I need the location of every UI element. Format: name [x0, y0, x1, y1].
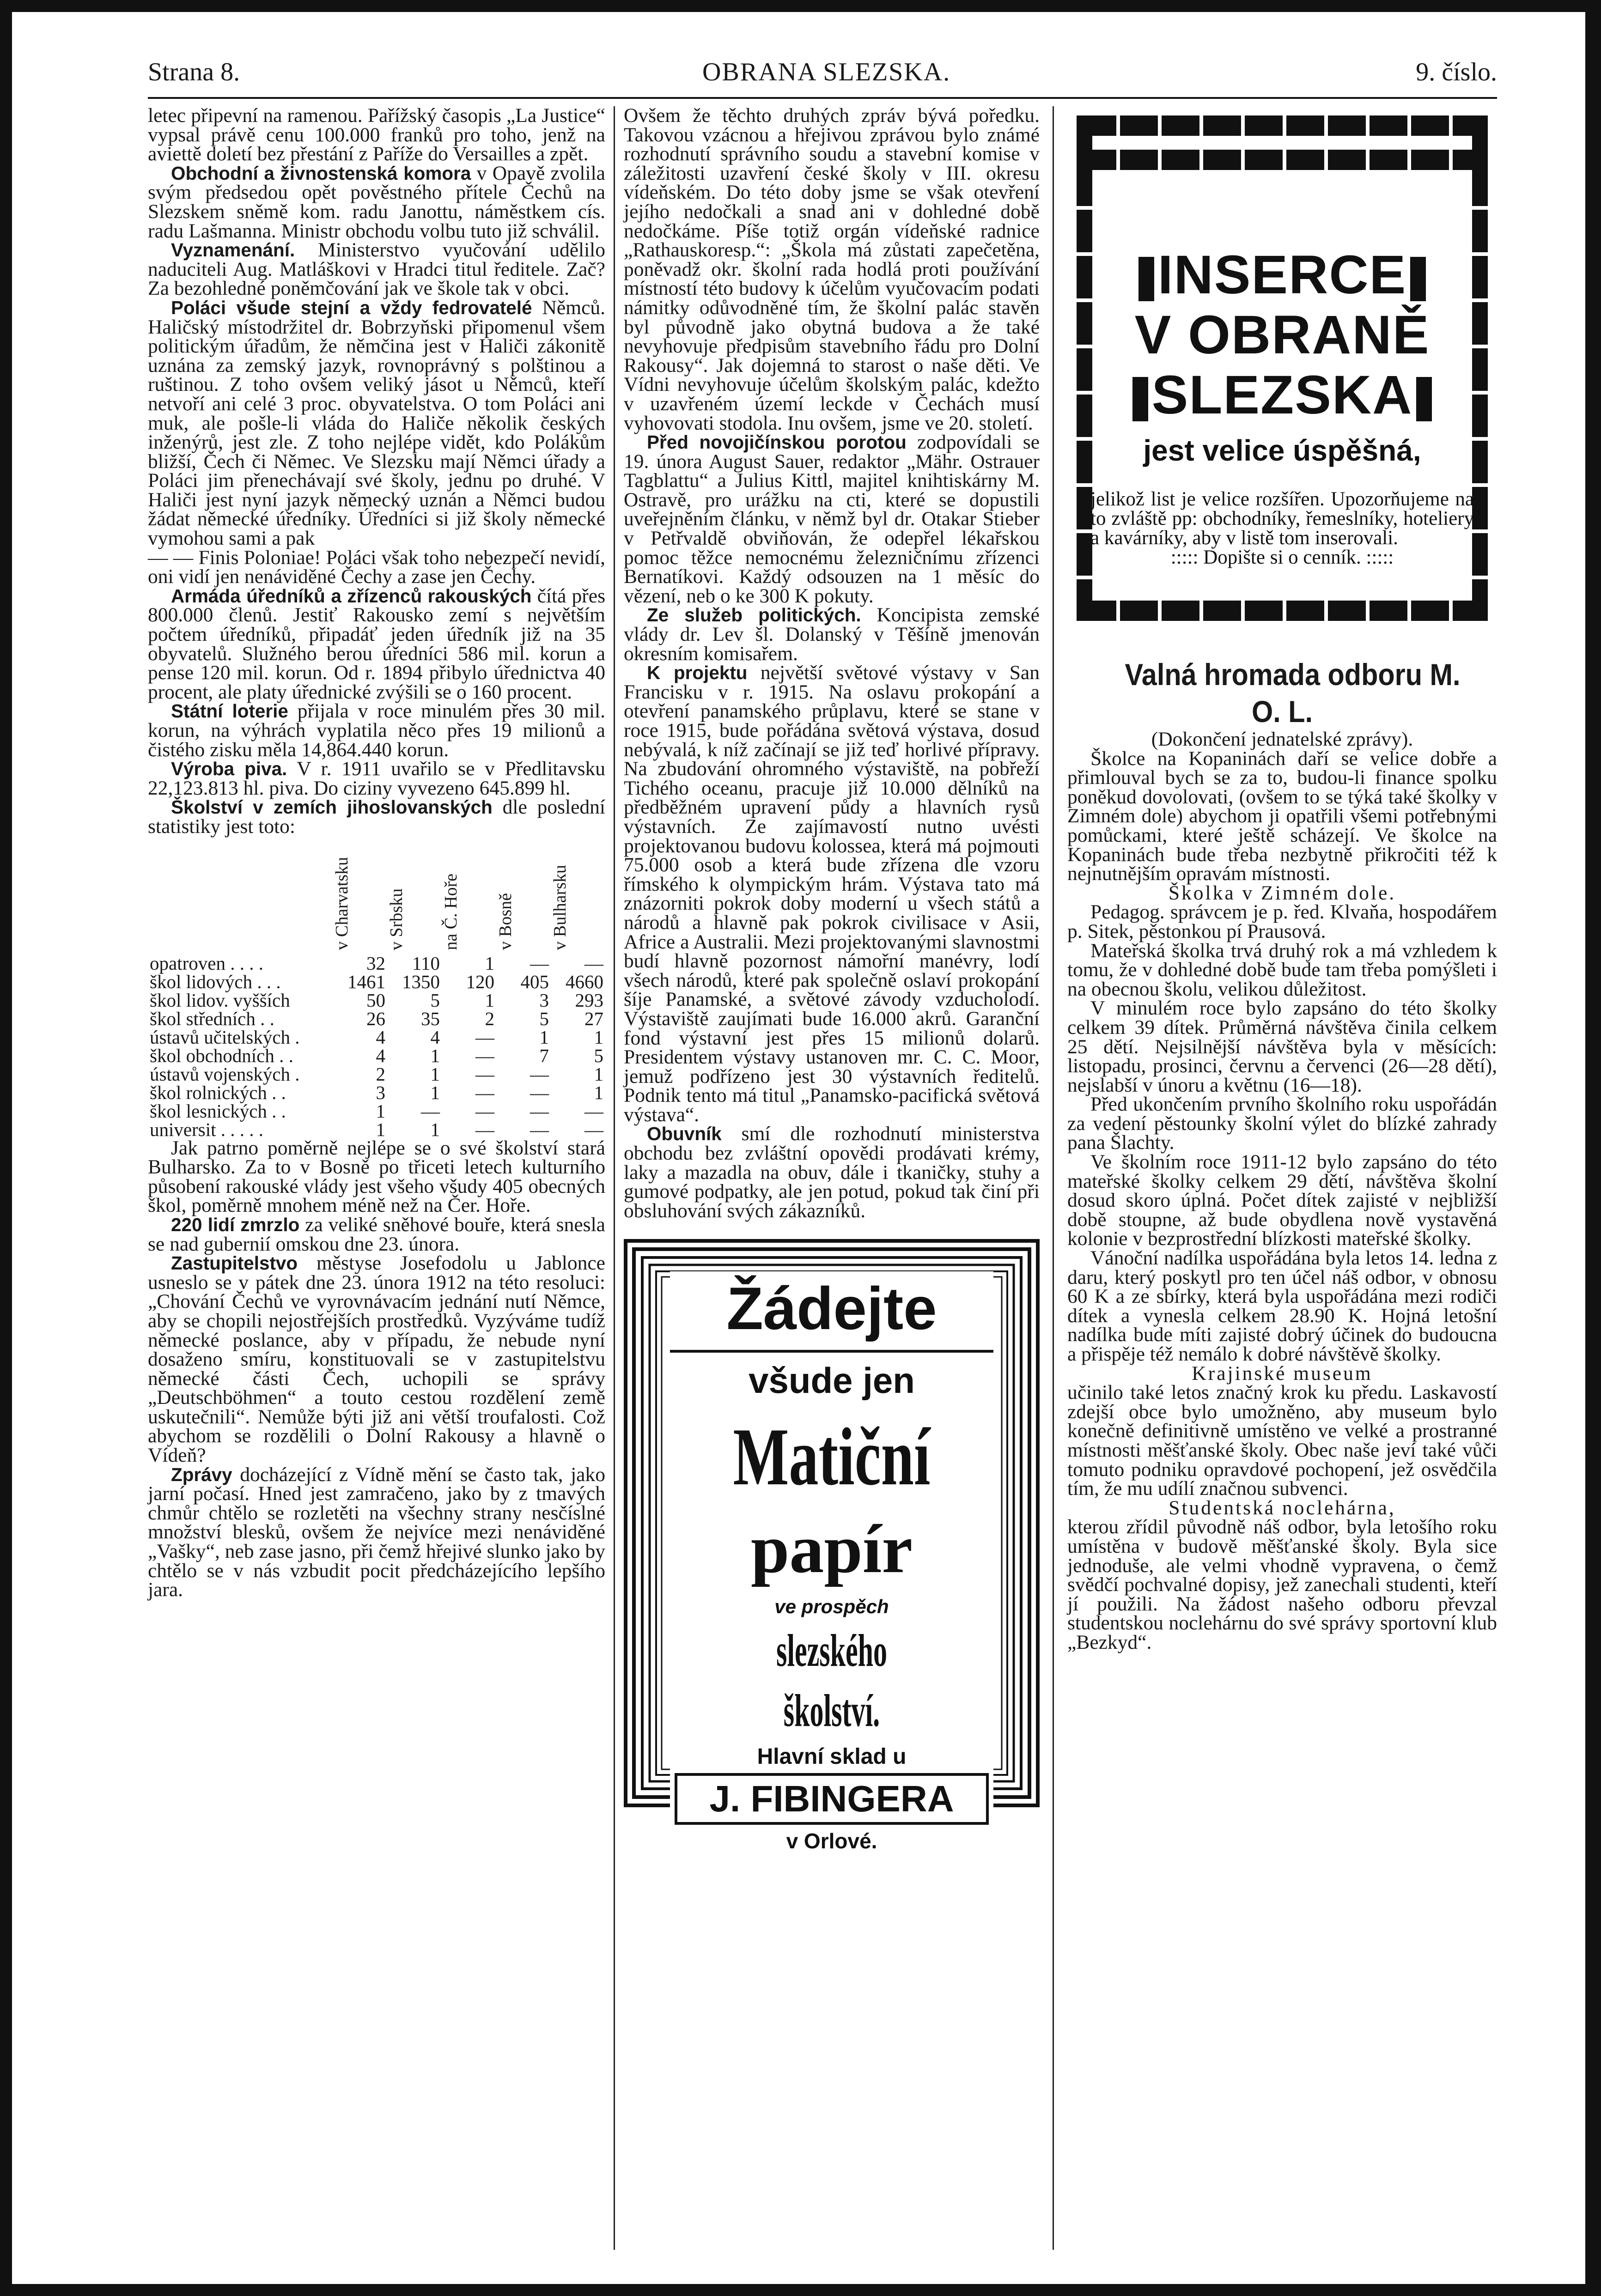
column-middle: [624, 104, 1040, 1853]
cell: 1: [594, 1063, 603, 1085]
ad-maticni-product: papír: [750, 1511, 913, 1588]
table-row: [148, 1046, 605, 1065]
article-pivo-text: V r. 1911 uvařilo se v Předlitavsku 22,123.813 hl. piva. Do ciziny vyvezeno 645.899 hl.: [148, 758, 605, 799]
stats-header: v Srbsku: [387, 888, 406, 950]
article-zpravy-continued: Ovšem že těchto druhých zpráv bývá poředku. Takovou vzácnou a hřejivou zprávou bylo známé rozhodnutí správního soudu a stavební komise v záležitosti uzavření české školy v III. okresu vídeňském. Do této doby jsme se však otevření jejího nedočkali a snad ani v dohledné době nedočkáme. Píše totiž orgán vídeňské radnice „Rathauskoresp.“: „Škola má zůstati zapečetěna, poněvadž okr. školní rada hodlá proti používání místností této budovy k účelům vyučovacím podati námitky odůvodněné tím, že školní palác stavěn byl původně jako obytná budova a že také nevyhovuje předpisům stavebního řádu pro Dolní Rakousy“. Jak dojemná to starost o naše děti. Ve Vídni nevyhovuje účelům školským palác, kdežto v uzavřeném území leckde v Čechách musí vyhovovati stodola. Inu ovšem, jsme ve 20. století.: [624, 104, 1040, 434]
cell: 1: [594, 1081, 603, 1103]
cell: 1: [485, 989, 494, 1011]
article-zmrzlo-title: 220 lidí zmrzlo: [171, 1214, 300, 1235]
column-right: [1067, 106, 1497, 1652]
table-row: [148, 1120, 605, 1139]
header-rule: [148, 97, 1497, 99]
article-komora-title: Obchodní a živnostenská komora: [171, 162, 471, 184]
cell: 293: [575, 989, 603, 1011]
article-skolstvi-text: dle poslední statistiky jest toto:: [148, 796, 605, 838]
article-valna-hromada-p6: Ve školním roce 1911-12 bylo zapsáno do této mateřské školky celkem 29 dětí, návštěva školní dosud skoro úplná. Počet dítek zajisté v nejbližší době stoupne, až bude obydlena nově vystavěná kolonie v bezprostřední blízkosti mateřské školky.: [1067, 1151, 1497, 1250]
table-row: [148, 991, 605, 1009]
article-skolstvi-title: Školství v zemích jihoslovanských: [171, 796, 493, 818]
ad-maticni-line2: všude jen: [749, 1360, 915, 1401]
article-valna-hromada-p7: Vánoční nadílka uspořádána byla letos 14. ledna z daru, který poskytl pro ten účel náš odbor, v obnosu 60 K a ze sbírky, která byla uspořádána mezi rodiči dítek a vynesla celkem 28.90 K. Hojná letošní nadílka bude míti zajisté dobrý účinek do budoucna a přispěje též nemálo k dobré návštěvě školky.: [1067, 1247, 1497, 1365]
article-komora-text: v Opavě zvolila svým předsedou opět pověstného přítele Čechů na Slezskem sněmě kom. radu Janottu, náměstkem cís. radu Lašmanna. Ministr obchodu volbu tuto již schválil.: [148, 162, 605, 242]
article-pivo: [148, 759, 605, 798]
article-vyznamenani-title: Vyznamenání.: [171, 239, 295, 261]
article-polaci-title: Poláci všude stejní a vždy fedrovatelé: [171, 297, 532, 318]
article-loterie-text: přijala v roce minulém přes 30 mil. korun, na výhrách vyplatila něco přes 19 milionů a čistého zisku měla 14,864.440 korun.: [148, 700, 605, 761]
article-armada: [148, 584, 606, 703]
cell: —: [475, 1063, 494, 1085]
ad-maticni-seller: J. FIBINGERA: [675, 1773, 989, 1825]
article-vystava: [624, 663, 1040, 1124]
cell: 1: [594, 1026, 603, 1048]
article-valna-hromada-p8: učinilo také letos značný krok ku předu. Laskavostí zdejší obce bylo umožněno, aby museum bylo konečně definitivně umístěno ve velké a prostranné místnosti měšťanské školy. Obec naše jeví také vůči tomuto podniku opravdové pochopení, jež osvědčila tím, že mu udílí značnou subvenci.: [1067, 1381, 1497, 1500]
table-row: [148, 954, 605, 972]
article-sluzby-text: Koncipista zemské vlády dr. Lev šl. Dolanský v Těšíně jmenován okresním komisařem.: [624, 604, 1040, 665]
article-polaci-end: — — Finis Poloniae! Poláci však toho nebezpečí nevidí, oni vidí jen nenáviděné Čechy a zase jen Čechy.: [148, 546, 605, 588]
row-label: ústavů vojenských .: [150, 1063, 300, 1085]
ad-inserce-line1: INSERCE: [1090, 245, 1474, 305]
cell: 1: [539, 1026, 549, 1048]
cell: 1461: [347, 971, 385, 992]
cell: 110: [412, 952, 440, 974]
advertisement-inserce: [1067, 106, 1497, 638]
table-row: [148, 1009, 605, 1028]
ad-maticni-text: [670, 1271, 993, 1857]
article-zastupitelstvo-text: městyse Josefodolu u Jablonce usneslo se v pátek dne 23. února 1912 na této resoluci: „Chování Čechů ve vyrovnávacím jednání nutí Němce, aby se chopili nejostřejších prostředků. Vyzýváme tudíž německé poslance, aby v případu, že nebude nyní dosaženo smíru, konstituovali se v zastupitelstvu německé části Čech, uchopili se správy „Deutschböhmen“ a touto cestou rozdělení země uskutečnili“. Nemůže býti již ani větší troufalosti. Což abychom se rozdělili o Dolní Rakousy a hlavně o Vídeň?: [148, 1252, 605, 1467]
cell: —: [530, 1118, 549, 1140]
article-valna-hromada-p3: Mateřská školka trvá druhý rok a má vzhledem k tomu, že v dohledné době bude tam třeba pomýšleti i na obecnou školu, velikou důležitost.: [1067, 939, 1497, 1000]
article-polaci-text: Němců. Haličský místodržitel dr. Bobrzyňski připomenul všem politickým úřadům, že němčina jest v Haliči zákonitě uznána za zemský jazyk, rovnoprávný s polštinou a ruštinou. Z toho ovšem veliký jásot u Němců, kteří netvoří ani celé 3 proc. obyvatelstva. O tom Poláci ani muk, ale pošle-li vláda do Haliče několik českých inženýrů, jest zle. Z toho nejlépe vidět, kdo Polákům bližší, Čech či Němec. Ve Slezsku mají Němci úřady a Poláci jim přenechávají své školy, jednu po druhé. V Haliči jest nyní jazyk německý uznán a Němci budou žádat německé úředníky. Úředníci si již školy německé vymohou sami a pak: [148, 296, 606, 550]
row-label: ústavů učitelských .: [150, 1026, 300, 1048]
advertisement-maticni-papir: [624, 1239, 1040, 1853]
cell: 35: [421, 1008, 440, 1029]
ad-inserce-line3: SLEZSKA: [1090, 365, 1474, 425]
cell: 1: [376, 1100, 385, 1122]
cell: 4: [376, 1026, 385, 1048]
row-label: škol lesnických . .: [150, 1100, 286, 1122]
ad-inserce-text: [1090, 245, 1474, 567]
ad-maticni-headline: Žádejte: [670, 1271, 993, 1353]
article-sluzby-title: Ze služeb politických.: [647, 604, 861, 626]
article-obuvnik-text: smí dle rozhodnutí ministerstva obchodu bez zvláštní opovědi prodávati krémy, laky a mazadla na obuv, dále i tkaničky, stuhy a gumové podpatky, ale jen potud, pokud tak činí při obsluhování svých zákazníků.: [624, 1123, 1040, 1222]
page-number: Strana 8.: [148, 58, 240, 86]
article-valna-hromada-p5: Před ukončením prvního školního roku uspořádán za vedení pěstounky školní výlet do blízké zahrady pana Šlachty.: [1067, 1093, 1497, 1154]
column-rule-1: [614, 106, 615, 2250]
ad-inserce-line4: jest velice úspěšná,: [1143, 434, 1421, 467]
newspaper-title: OBRANA SLEZSKA.: [702, 58, 951, 86]
cell: 120: [466, 971, 494, 992]
cell: —: [475, 1045, 494, 1066]
cell: —: [475, 1100, 494, 1122]
cell: —: [584, 952, 603, 974]
row-label: škol středních . .: [150, 1008, 274, 1029]
cell: —: [530, 952, 549, 974]
article-skolstvi-comment: Jak patrno poměrně nejlépe se o své školství stará Bulharsko. Za to v Bosně po třiceti letech kulturního působení rakouské vlády jest všeho všudy 405 obecných škol, poměrně mnohem méně než na Čer. Hoře.: [148, 1136, 605, 1217]
article-valna-hromada-p9: kterou zřídil původně náš odbor, byla letošího roku umístěna v budově měšťanské školy. Byla sice jednoduše, ale velmi vhodně vypravena, o čemž svědčí pochvalné dopisy, jež zanechali studenti, kteří jí použili. Na žádost našeho odboru převzal studentskou noclehárnu do své správy sportovní klub „Bezkyd“.: [1067, 1516, 1497, 1653]
article-vystava-title: K projektu: [647, 662, 748, 684]
cell: 405: [520, 971, 549, 992]
article-pivo-title: Výroba piva.: [171, 758, 287, 780]
ad-maticni-location: v Orlové.: [786, 1829, 877, 1853]
column-rule-2: [1053, 106, 1054, 2250]
article-vystava-text: největší světové výstavy v San Francisku v r. 1915. Na oslavu prokopání a otevření panamského průplavu, které se stane v roce 1915, bude pořádána světová výstava, dosud nebývalá, k níž začínají se již teď horlivé přípravy. Na zbudování ohromného výstaviště, na pobřeží Tichého oceanu, pracuje již 10.000 dělníků na předběžném upravení půdy a hlavních rysů výstavních. Ze zajímavostí nutno uvésti projektovanou budovu kolossea, která má pojmouti 75.000 osob a která bude zřízena dle vzoru římského k olympickým hrám. Výstava tato má znázorniti pokrok doby moderní u všech států a národů a hlavně pak pokrok civilisace v Asii, Africe a Australii. Mezi projektovanými slavnostmi budí hlavně pozornost námořní manévry, lodí všech národů, které pak společně oslaví prokopání šíje Panamské, a světové závody vzducholodí. Výstaviště zaujímati bude 16.000 akrů. Garanční fond výstavní jest přes 15 milionů dolarů. Presidentem výstavy ustanoven mr. C. C. Moor, jemuž podřízeno jest 30 výstavních ředitelů. Podnik tento má titul „Panamsko-pacifická světová výstava“.: [624, 662, 1040, 1126]
cell: 5: [594, 1045, 603, 1066]
article-zpravy-title: Zprávy: [171, 1464, 232, 1485]
cell: 5: [430, 989, 440, 1011]
cell: 1: [485, 952, 494, 974]
cell: 32: [366, 952, 385, 974]
article-zpravy: [148, 1465, 605, 1600]
ad-inserce-line6: ::::: Dopište si o cenník. :::::: [1170, 547, 1394, 568]
cell: 26: [366, 1008, 385, 1029]
article-zpravy-text: docházející z Vídně mění se často tak, jako jarní počasí. Hned jest zamračeno, jako by z tmavých chmůr chtělo se rozletěti na všechny strany nesčíslné množství blesků, ovšem že nejvíce mezi nenáviděné „Vašky“, neb zase jasno, při čemž hřejivé slunko jako by chtělo se v nás vzbudit pocit předcházejícího lepšího jara.: [148, 1463, 605, 1601]
article-obuvnik-title: Obuvník: [647, 1123, 722, 1145]
cell: 1: [430, 1045, 440, 1066]
cell: —: [530, 1081, 549, 1103]
article-loterie-title: Státní loterie: [171, 700, 288, 722]
cell: 1: [430, 1118, 440, 1140]
section-skolka-zimny-dul: Školka v Zimném dole.: [1168, 881, 1396, 904]
article-skolstvi: [148, 798, 605, 836]
section-studentska-nocleharna: Studentská noclehárna,: [1169, 1496, 1396, 1519]
article-obuvnik: [624, 1124, 1040, 1221]
table-row: [148, 1102, 605, 1120]
table-row: [148, 1083, 605, 1102]
cell: —: [530, 1063, 549, 1085]
stats-header: v Bosně: [496, 893, 515, 950]
article-armada-text: čítá přes 800.000 členů. Jestiť Rakousko zemí s největším počtem úředníků, připadáť jeden úředník již na 35 obyvatelů. Služného berou úředníci 586 mil. korun a pense 120 mil. korun. Od r. 1894 přibylo úřednictva 40 procent, ale platy úřednické zvýšili se o 160 procent.: [148, 584, 606, 703]
cell: 3: [539, 989, 549, 1011]
article-polaci: [148, 298, 605, 548]
cell: 1: [376, 1118, 385, 1140]
cell: 1: [430, 1063, 440, 1085]
cell: —: [421, 1100, 440, 1122]
article-sluzby: [624, 606, 1040, 663]
cell: 4: [376, 1045, 385, 1066]
stats-header: v Charvatsku: [332, 857, 352, 950]
cell: 50: [366, 989, 385, 1011]
cell: 5: [539, 1008, 549, 1029]
article-zastupitelstvo-title: Zastupitelstvo: [171, 1252, 298, 1274]
ad-inserce-line2: V OBRANĚ: [1134, 304, 1430, 365]
ad-inserce-line5: jelikož list je velice rozšířen. Upozorňujeme na to zvláště pp: obchodníky, řemeslníky, hoteliery a kavárníky, aby v listě tom inserovali.: [1090, 488, 1474, 549]
row-label: škol obchodních . .: [150, 1045, 293, 1066]
page-header: [148, 51, 1497, 92]
newspaper-page: [148, 51, 1497, 2250]
row-label: škol rolnických . .: [150, 1081, 286, 1103]
article-valna-hromada-subtitle: (Dokončení jednatelské zprávy).: [1151, 728, 1413, 750]
school-statistics-table: [148, 838, 605, 1139]
article-porota: [624, 433, 1040, 606]
table-row: [148, 1028, 605, 1046]
row-label: universit . . . . .: [150, 1118, 263, 1140]
article-zmrzlo: [148, 1215, 605, 1254]
cell: 2: [485, 1008, 494, 1029]
column-left: [148, 106, 605, 1600]
article-komora: [148, 164, 605, 241]
row-label: škol lidových . . .: [150, 971, 281, 992]
article-zastupitelstvo: [148, 1254, 605, 1465]
article-aviette-end: letec připevní na ramenou. Pařížský časopis „La Justice“ vypsal právě cenu 100.000 franků pro toho, jenž na aviettě doletí bez přestání z Paříže do Versailles a zpět.: [148, 104, 605, 165]
row-label: škol lidov. vyšších: [150, 989, 290, 1011]
article-porota-title: Před novojičínskou porotou: [647, 431, 907, 453]
article-valna-hromada-p2: Pedagog. správcem je p. řed. Klvaňa, hospodářem p. Sitek, pěstonkou pí Prausová.: [1067, 901, 1497, 942]
article-valna-hromada-p1: Školce na Kopaninách daří se velice dobře a přimlouval bych se za to, budou-li finance spolku poněkud dovolovati, (ovšem to se týká také školky v Zimném dole) abychom ji opatřili všemi potřebnými pomůckami, které ještě scházejí. Ve školce na Kopaninách bude třeba nezbytně přikročiti též k nejnutnějším opravám místnosti.: [1067, 747, 1497, 885]
cell: 1: [430, 1081, 440, 1103]
stats-header: na Č. Hoře: [441, 874, 461, 950]
section-krajinske-museum: Krajinské museum: [1192, 1362, 1373, 1385]
cell: 4: [430, 1026, 440, 1048]
table-row: [148, 972, 605, 991]
cell: —: [584, 1100, 603, 1122]
article-vyznamenani: [148, 241, 605, 298]
article-valna-hromada-title: Valná hromada odboru M. O. L.: [1125, 657, 1461, 729]
cell: 3: [376, 1081, 385, 1103]
issue-number: 9. číslo.: [1416, 58, 1497, 86]
article-porota-text: zodpovídali se 19. února August Sauer, redaktor „Mähr. Ostrauer Tagblattu“ a Julius Kittl, majitel knihtiskárny M. Ostravě, pro urážku na cti, které se dopustili uveřejněním článku, v němž byl dr. Otakar Stieber v Petřvaldě obviňován, že odepřel lékařskou pomoc těžce nemocnému železničnímu zřízenci Bernatíkovi. Každý odsouzen na 1 měsíc do vězení, neb o ke 300 K pokuty.: [624, 431, 1040, 607]
article-loterie: [148, 702, 605, 759]
cell: —: [475, 1081, 494, 1103]
row-label: opatroven . . . .: [150, 952, 263, 974]
cell: 7: [539, 1045, 549, 1066]
article-vyznamenani-text: Ministerstvo vyučování udělilo naduciteli Aug. Matláškovi v Hradci titul ředitele. Zač? Za bezohledné poněmčování jak ve škole tak v obci.: [148, 239, 606, 300]
article-zmrzlo-text: za veliké sněhové bouře, která snesla se nad gubernií omskou dne 23. února.: [148, 1213, 605, 1255]
stats-header: v Bulharsku: [550, 865, 570, 950]
cell: —: [475, 1118, 494, 1140]
cell: 1350: [402, 971, 440, 992]
ad-maticni-line5: ve prospěch: [774, 1596, 889, 1618]
cell: —: [584, 1118, 603, 1140]
cell: —: [530, 1100, 549, 1122]
ad-maticni-line7: Hlavní sklad u: [757, 1744, 907, 1769]
cell: 4660: [566, 971, 603, 992]
cell: 2: [376, 1063, 385, 1085]
cell: —: [475, 1026, 494, 1048]
article-armada-title: Armáda úředníků a zřízenců rakouských: [171, 585, 532, 607]
stats-header-row: [148, 838, 605, 954]
cell: 27: [584, 1008, 603, 1029]
ad-maticni-brand: Matiční: [733, 1411, 931, 1503]
article-valna-hromada-p4: V minulém roce bylo zapsáno do této školky celkem 39 dítek. Průměrná návštěva činila celkem 25 dětí. Nejsilnější návštěva byla v měsících: listopadu, prosinci, červnu a červenci (26—28 dětí), nejslabší v únoru a květnu (16—18).: [1067, 997, 1497, 1096]
ad-maticni-line6: slezského školství.: [776, 1625, 887, 1737]
table-row: [148, 1065, 605, 1083]
